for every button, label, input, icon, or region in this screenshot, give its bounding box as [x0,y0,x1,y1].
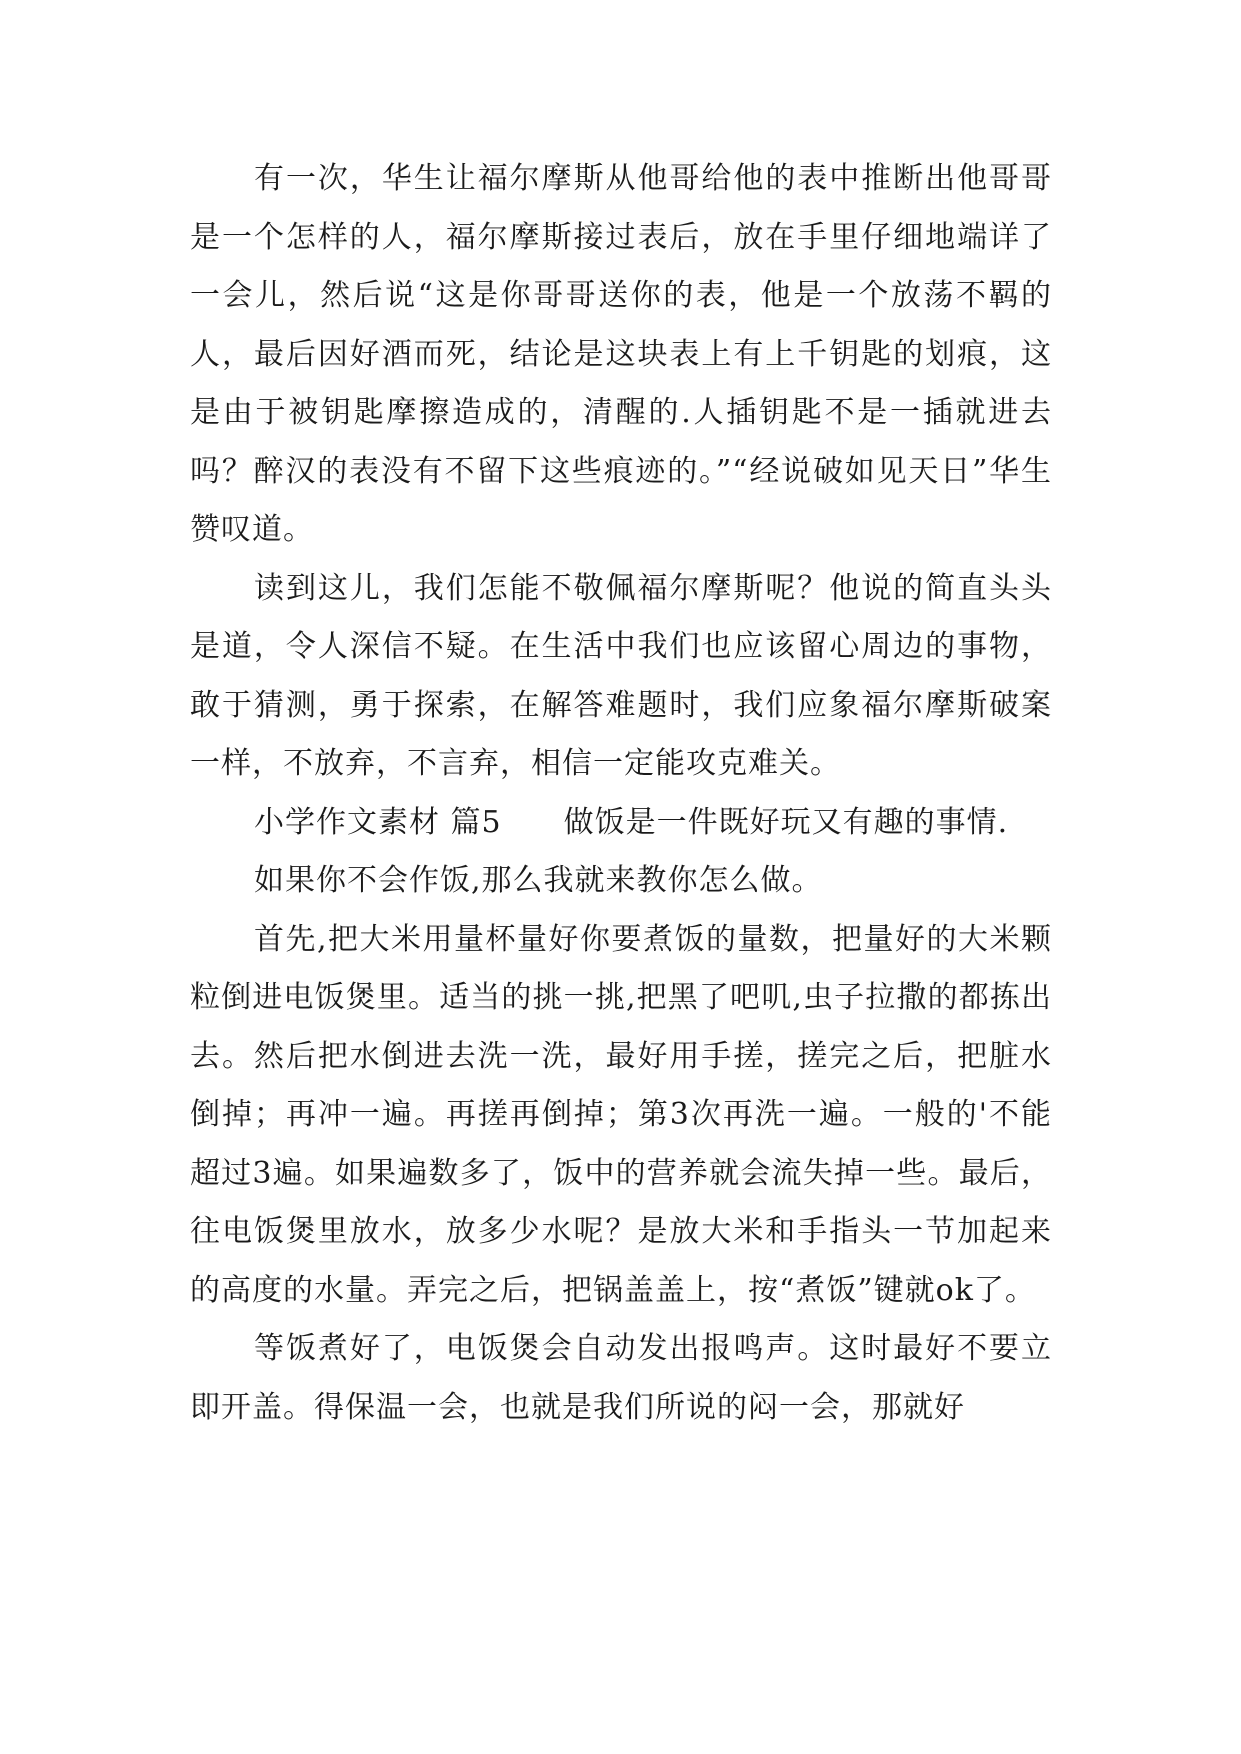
paragraph-holmes-watch: 有一次，华生让福尔摩斯从他哥给他的表中推断出他哥哥是一个怎样的人，福尔摩斯接过表后，放在手里仔细地端详了一会儿，然后说“这是你哥哥送你的表，他是一个放荡不羁的人，最后因好酒而死，结论是这块表上有上千钥匙的划痕，这是由于被钥匙摩擦造成的，清醒的.人插钥匙不是一插就进去吗？醉汉的表没有不留下这些痕迹的。”“经说破如见天日”华生赞叹道。 [190,161,1052,547]
paragraph-cooking-steps: 首先,把大米用量杯量好你要煮饭的量数，把量好的大米颗粒倒进电饭煲里。适当的挑一挑,把黑了吧叽,虫子拉撒的都拣出去。然后把水倒进去洗一洗，最好用手搓，搓完之后，把脏水倒掉；再冲一遍。再搓再倒掉；第3次再洗一遍。一般的'不能超过3遍。如果遍数多了，饭中的营养就会流失掉一些。最后，往电饭煲里放水，放多少水呢？是放大米和手指头一节加起来的高度的水量。弄完之后，把锅盖盖上，按“煮饭”键就ok了。 [190,921,1052,1308]
paragraph-admiration: 读到这儿，我们怎能不敬佩福尔摩斯呢？他说的简直头头是道，令人深信不疑。在生活中我们也应该留心周边的事物，敢于猜测，勇于探索，在解答难题时，我们应象福尔摩斯破案一样，不放弃，不言弃，相信一定能攻克难关。 [190,570,1052,781]
document-body [190,150,1052,1437]
paragraph-intro-cooking: 如果你不会作饭,那么我就来教你怎么做。 [254,863,823,898]
paragraph-section-heading: 小学作文素材 篇5 做饭是一件既好玩又有趣的事情. [254,804,1009,840]
paragraph-rice-done: 等饭煮好了，电饭煲会自动发出报鸣声。这时最好不要立即开盖。得保温一会，也就是我们所说的闷一会，那就好 [190,1331,1052,1425]
